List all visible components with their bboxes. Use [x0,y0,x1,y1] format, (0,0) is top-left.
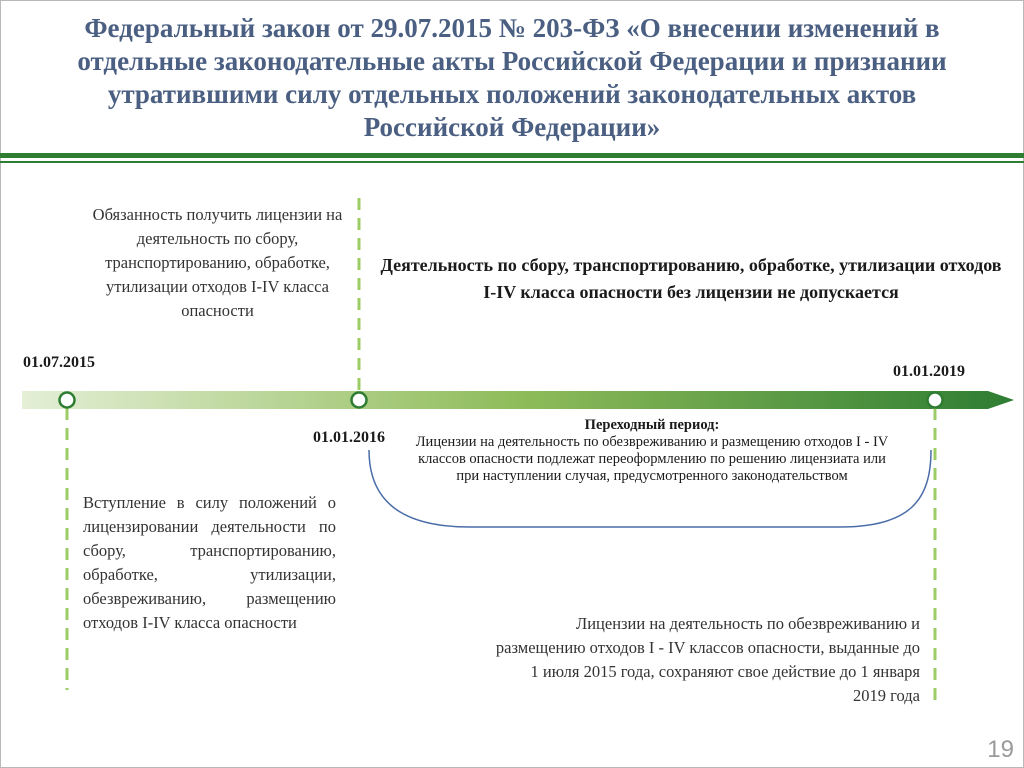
marker-dot-2016 [352,393,367,408]
top-left-text: Обязанность получить лицензии на деятельность по сбору, транспортированию, обработке, утилизации отходов I-IV класса опасности [92,205,343,320]
marker-dot-2019 [928,393,943,408]
date-2016: 01.01.2016 [313,429,385,446]
timeline-arrow [22,391,1014,409]
marker-dot-2015 [60,393,75,408]
transition-heading: Переходный период: [584,417,720,433]
date-2019: 01.01.2019 [893,363,965,380]
top-right-text: Деятельность по сбору, транспортированию, обработке, утилизации отходов I-IV класса опасности без лицензии не допускается [380,255,1002,302]
date-2015: 01.07.2015 [23,354,95,371]
slide-title: Федеральный закон от 29.07.2015 № 203-ФЗ «О внесении изменений в отдельные законодательные акты Российской Федерации и признании утратившими силу отдельных положений законодательных актов Российской Федерации» [77,13,947,142]
bottom-left-text: Вступление в силу положений о лицензировании деятельности по сбору, транспортированию, обработке, утилизации, обезвреживанию, размещению отходов I-IV класса опасности [83,493,336,632]
transition-body: Лицензии на деятельность по обезвреживанию и размещению отходов I - IV классов опасности подлежат переоформлению по решению лицензиата или при наступлении случая, предусмотренного законодательством [415,434,889,484]
transition-period-box [410,417,894,485]
bottom-right-text: Лицензии на деятельность по обезвреживанию и размещению отходов I - IV классов опасности, выданные до 1 июля 2015 года, сохраняют свое действие до 1 января 2019 года [495,614,920,705]
page-number: 19 [987,736,1014,763]
